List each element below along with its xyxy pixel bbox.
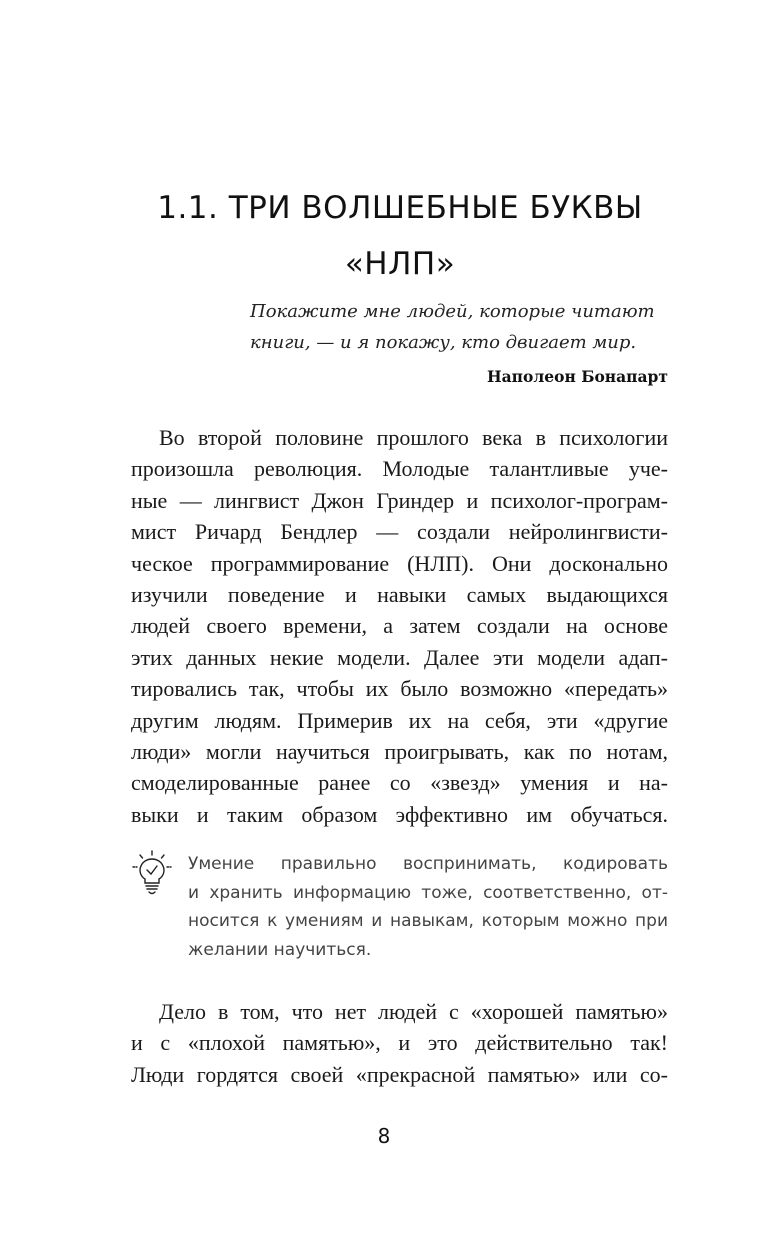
epigraph-quote-line: книги, — и я покажу, кто двигает мир. [250, 332, 637, 353]
tip-line: Умение правильно воспринимать, кодировать [188, 854, 668, 874]
lightbulb-check-icon [131, 850, 173, 896]
text-line: выки и таким образом эффективно им обучаться. [131, 801, 668, 827]
page-number: 8 [377, 1124, 391, 1148]
body-paragraph-2 [131, 996, 668, 1090]
tip-text [188, 850, 668, 964]
epigraph [250, 296, 668, 392]
chapter-heading [130, 180, 670, 292]
tip-line: носится к умениям и навыкам, которым можно при [188, 911, 668, 931]
text-line: этих данных некие модели. Далее эти модели адап- [131, 644, 668, 670]
epigraph-author: Наполеон Бонапарт [486, 367, 668, 386]
text-line: людей своего времени, а затем создали на основе [131, 613, 668, 639]
text-line: Дело в том, что нет людей с «хорошей памятью» [159, 999, 668, 1024]
chapter-heading-line-2: «НЛП» [344, 246, 456, 282]
tip-line: желании научиться. [188, 939, 372, 960]
chapter-heading-line-1: 1.1. ТРИ ВОЛШЕБНЫЕ БУКВЫ [157, 190, 643, 226]
text-line: люди» могли научиться проигрывать, как по нотам, [131, 739, 668, 765]
text-line: произошла революция. Молодые талантливые уче- [131, 456, 668, 482]
epigraph-quote-line: Покажите мне людей, которые читают [250, 301, 655, 322]
tip-line: и хранить информацию тоже, соответственно, от- [188, 882, 668, 903]
text-line: ческое программирование (НЛП). Они досконально [131, 550, 668, 576]
text-line: Люди гордятся своей «прекрасной памятью» или со- [131, 1061, 668, 1087]
body-paragraph-1 [131, 422, 668, 830]
text-line: изучили поведение и навыки самых выдающихся [131, 582, 668, 608]
text-line: и с «плохой памятью», и это действительно так! [131, 1030, 668, 1056]
text-line: смоделированные ранее со «звезд» умения и на- [131, 770, 668, 796]
text-line: другим людям. Примерив их на себя, эти «другие [131, 707, 668, 733]
text-line: ные — лингвист Джон Гриндер и психолог-програм- [131, 487, 668, 513]
text-line: мист Ричард Бендлер — создали нейролингвисти- [131, 519, 668, 545]
text-line: Во второй половине прошлого века в психологии [159, 425, 668, 450]
epigraph-quote [250, 296, 668, 358]
text-line: тировались так, чтобы их было возможно «передать» [131, 676, 668, 702]
